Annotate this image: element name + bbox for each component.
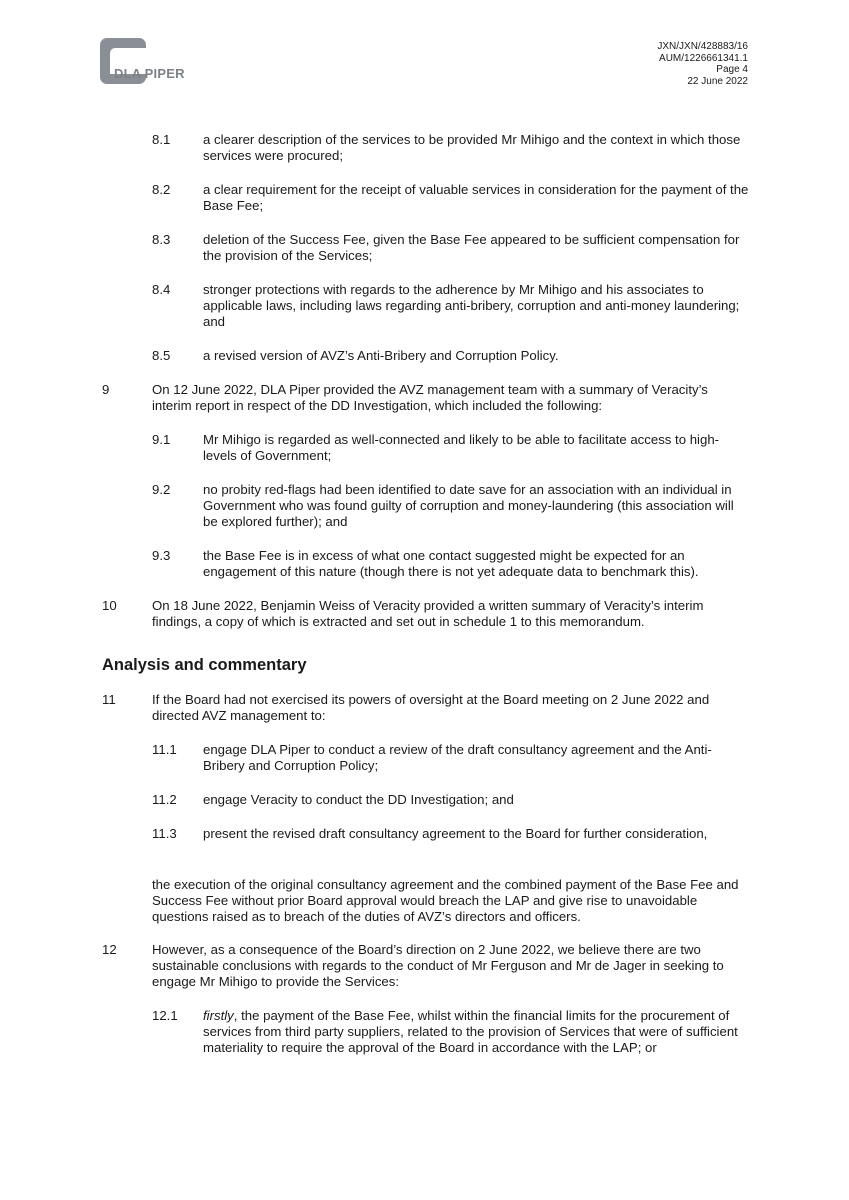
paragraph-number: 8.3	[152, 232, 171, 247]
paragraph-number: 9.2	[152, 482, 171, 497]
logo-text: DLA PIPER	[114, 66, 185, 81]
paragraph-text: If the Board had not exercised its powers of oversight at the Board meeting on 2 June 2022 and directed AVZ management to:	[152, 692, 710, 723]
paragraph-number: 8.2	[152, 182, 171, 197]
paragraph-number: 12	[102, 942, 117, 957]
paragraph-text: However, as a consequence of the Board’s direction on 2 June 2022, we believe there are two sustainable conclusions with regards to the conduct of Mr Ferguson and Mr de Jager in seeking to engage Mr Mihigo to provide the Services:	[152, 942, 724, 989]
paragraph-text: engage Veracity to conduct the DD Investigation; and	[203, 792, 514, 807]
page-number: Page 4	[716, 64, 748, 75]
paragraph-text: On 18 June 2022, Benjamin Weiss of Veracity provided a written summary of Veracity’s interim findings, a copy of which is extracted and set out in schedule 1 to this memorandum.	[152, 598, 704, 629]
paragraph-text: a revised version of AVZ’s Anti-Bribery and Corruption Policy.	[203, 348, 559, 363]
section-heading: Analysis and commentary	[102, 656, 307, 674]
paragraph-number: 11.3	[152, 826, 177, 841]
paragraph-text: On 12 June 2022, DLA Piper provided the AVZ management team with a summary of Veracity’s interim report in respect of the DD Investigation, which included the following:	[152, 382, 708, 413]
document-reference	[657, 41, 748, 87]
dla-piper-logo	[100, 38, 190, 94]
paragraph-text-rest: , the payment of the Base Fee, whilst within the financial limits for the procurement of services from third party suppliers, related to the provision of Services that were of sufficient materiality to require the approval of the Board in accordance with the LAP; or	[203, 1008, 738, 1055]
paragraph-number: 11.1	[152, 742, 177, 757]
paragraph-text	[203, 1008, 751, 1056]
paragraph-text: stronger protections with regards to the adherence by Mr Mihigo and his associates to applicable laws, including laws regarding anti-bribery, corruption and anti-money laundering; and	[203, 282, 740, 329]
paragraph-text: a clear requirement for the receipt of valuable services in consideration for the payment of the Base Fee;	[203, 182, 749, 213]
paragraph-number: 9.1	[152, 432, 171, 447]
paragraph-number: 9	[102, 382, 110, 397]
paragraph-text: the Base Fee is in excess of what one contact suggested might be expected for an engagement of this nature (though there is not yet adequate data to benchmark this).	[203, 548, 699, 579]
paragraph-text: a clearer description of the services to be provided Mr Mihigo and the context in which those services were procured;	[203, 132, 741, 163]
paragraph-11-continuation: the execution of the original consultancy agreement and the combined payment of the Base Fee and Success Fee without prior Board approval would breach the LAP and give rise to unavoidable questions raised as to breach of the duties of AVZ’s directors and officers.	[152, 877, 739, 924]
paragraph-text: no probity red-flags had been identified to date save for an association with an individual in Government who was found guilty of corruption and money-laundering (this association will be explored further); and	[203, 482, 734, 529]
ref-line-1: JXN/JXN/428883/16	[657, 41, 748, 52]
paragraph-number: 8.1	[152, 132, 171, 147]
paragraph-number: 11.2	[152, 792, 177, 807]
document-date: 22 June 2022	[687, 75, 748, 87]
paragraph-number: 8.5	[152, 348, 171, 363]
paragraph-number: 9.3	[152, 548, 171, 563]
paragraph-number: 10	[102, 598, 117, 613]
paragraph-text: engage DLA Piper to conduct a review of the draft consultancy agreement and the Anti-Bribery and Corruption Policy;	[203, 742, 712, 773]
emphasis-firstly: firstly	[203, 1008, 234, 1023]
ref-line-2: AUM/1226661341.1	[659, 52, 748, 64]
paragraph-text: present the revised draft consultancy agreement to the Board for further consideration,	[203, 826, 708, 841]
paragraph-text: Mr Mihigo is regarded as well-connected and likely to be able to facilitate access to high-levels of Government;	[203, 432, 720, 463]
paragraph-text: deletion of the Success Fee, given the Base Fee appeared to be sufficient compensation for the provision of the Services;	[203, 232, 740, 263]
paragraph-number: 12.1	[152, 1008, 178, 1023]
paragraph-number: 11	[102, 692, 116, 707]
paragraph-number: 8.4	[152, 282, 171, 297]
